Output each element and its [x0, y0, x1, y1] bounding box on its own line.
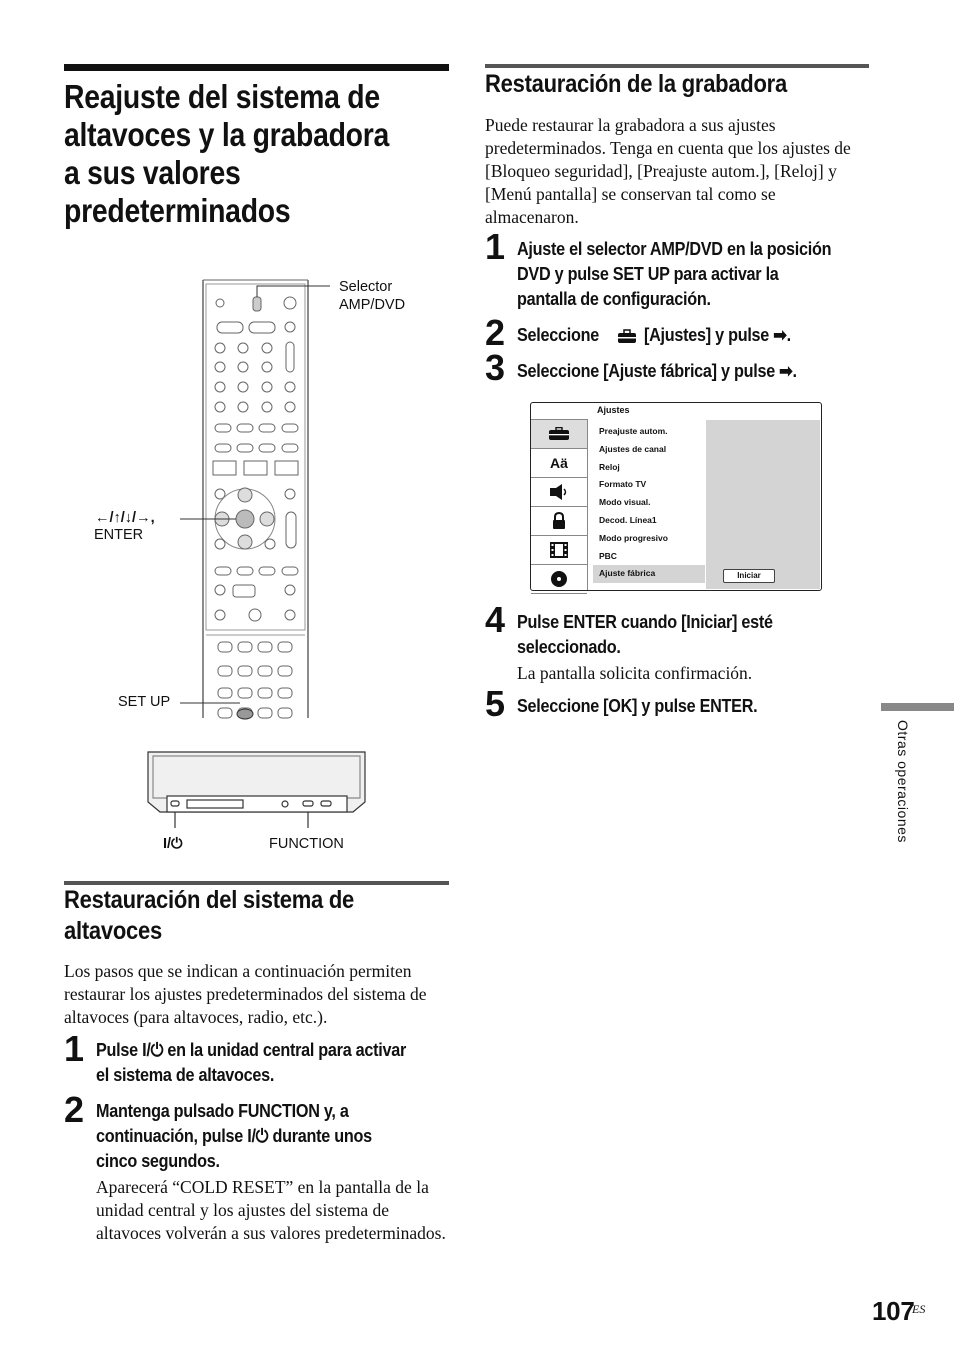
side-tab-label: Otras operaciones [895, 720, 911, 843]
right-step-1-line-1: Ajuste el selector AMP/DVD en la posición [517, 239, 832, 259]
right-step-4-note: La pantalla solicita confirmación. [517, 663, 753, 683]
left-step-2-note: Aparecerá “COLD RESET” en la pantalla de la unidad central y los ajustes del sistema de altavoces volverán a sus valores predeterminados. [96, 1177, 446, 1243]
menu-item-selected[interactable]: Ajuste fábrica [593, 565, 705, 583]
right-step-4-line-2: seleccionado. [517, 637, 621, 657]
page-number: 107 [872, 1296, 915, 1326]
section-intro-speakers: Los pasos que se indican a continuación permiten restaurar los ajustes predeterminados del sistema de altavoces (para altavoces, radio, etc.). [64, 961, 427, 1027]
arrows-label: ←/↑/↓/→, [95, 510, 155, 526]
menu-item[interactable]: Modo progresivo [599, 532, 668, 543]
side-tab-bar [881, 703, 954, 711]
power-label: I/⏻ [163, 836, 183, 852]
iniciar-button[interactable]: Iniciar [723, 569, 775, 583]
page-title: Reajuste del sistema de altavoces y la grabadora a sus valores predeterminados [64, 78, 390, 229]
selector-label-2: AMP/DVD [339, 297, 406, 313]
title-rule [64, 64, 449, 71]
right-step-5-line-1: Seleccione [OK] y pulse ENTER. [517, 696, 758, 716]
remote-control-illustration [90, 270, 450, 725]
right-step-4-number: 4 [485, 599, 506, 640]
section-intro-recorder: Puede restaurar la grabadora a sus ajustes predeterminados. Tenga en cuenta que los ajustes de [Bloqueo seguridad], [Preajuste autom.], [Reloj] y [Menú pantalla] se conservan tal como se almacenaron. [485, 115, 851, 227]
menu-list [593, 423, 705, 587]
function-label: FUNCTION [269, 836, 344, 852]
left-step-1-line-1: Pulse I/⏻ en la unidad central para activar [96, 1040, 407, 1060]
right-step-4-line-1: Pulse ENTER cuando [Iniciar] esté [517, 612, 773, 632]
menu-item[interactable]: Reloj [599, 461, 620, 472]
menu-item[interactable]: Formato TV [599, 479, 647, 490]
right-step-3-line-1: Seleccione [Ajuste fábrica] y pulse ➡. [517, 361, 797, 381]
section-rule-right [485, 64, 869, 68]
settings-menu [530, 402, 822, 591]
language-icon: Aä [531, 449, 587, 478]
film-icon [531, 536, 587, 565]
menu-right-panel [706, 420, 820, 589]
menu-item[interactable]: Decod. Línea1 [599, 514, 657, 525]
right-step-2-number: 2 [485, 312, 506, 353]
page-number-suffix: ES [912, 1302, 926, 1316]
lock-icon [531, 507, 587, 536]
toolbox-icon [531, 420, 587, 449]
menu-item[interactable]: PBC [599, 550, 617, 561]
menu-item[interactable]: Preajuste autom. [599, 426, 668, 436]
right-step-2-post: [Ajustes] y pulse ➡. [644, 325, 791, 345]
right-step-1-line-2: DVD y pulse SET UP para activar la [517, 264, 779, 284]
selector-label: Selector [339, 279, 393, 295]
enter-label: ENTER [94, 527, 144, 543]
right-step-1-line-3: pantalla de configuración. [517, 289, 711, 309]
right-step-1-number: 1 [485, 226, 506, 267]
left-step-2-line-1: Mantenga pulsado FUNCTION y, a [96, 1101, 349, 1121]
left-step-1-number: 1 [64, 1028, 85, 1069]
menu-icon-column [531, 419, 588, 590]
toolbox-icon [617, 329, 637, 349]
central-unit-illustration [145, 748, 370, 828]
left-step-2-line-3: cinco segundos. [96, 1151, 220, 1171]
menu-title: Ajustes [597, 405, 630, 415]
left-step-1-line-2: el sistema de altavoces. [96, 1065, 275, 1085]
left-step-2-number: 2 [64, 1089, 85, 1130]
menu-item[interactable]: Modo visual. [599, 497, 651, 508]
menu-item[interactable]: Ajustes de canal [599, 443, 667, 454]
setup-label: SET UP [118, 694, 171, 710]
right-step-3-number: 3 [485, 347, 506, 388]
disc-icon [531, 565, 587, 594]
section-title-recorder: Restauración de la grabadora [485, 70, 787, 98]
right-step-2-pre: Seleccione [517, 325, 599, 345]
section-title-speakers: Restauración del sistema de altavoces [64, 886, 355, 945]
right-step-5-number: 5 [485, 683, 506, 724]
speaker-icon [531, 478, 587, 507]
left-step-2-line-2: continuación, pulse I/⏻ durante unos [96, 1126, 372, 1146]
